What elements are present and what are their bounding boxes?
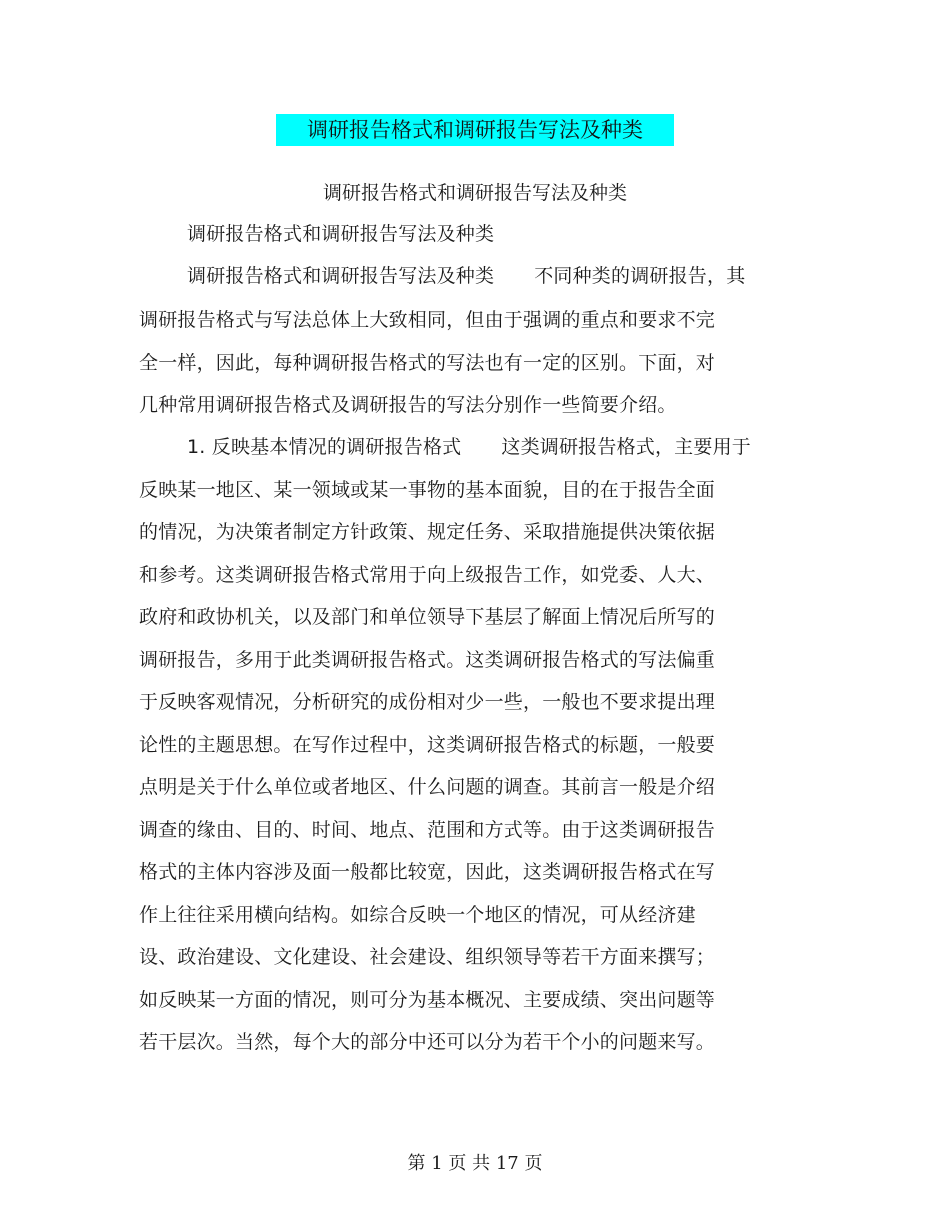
paragraph-line: 的情况，为决策者制定方针政策、规定任务、采取措施提供决策依据	[139, 521, 716, 543]
title-highlight	[276, 114, 674, 146]
paragraph-line: 反映某一地区、某一领域或某一事物的基本面貌，目的在于报告全面	[139, 479, 716, 501]
paragraph-line: 论性的主题思想。在写作过程中，这类调研报告格式的标题，一般要	[139, 734, 716, 756]
paragraph-line: 点明是关于什么单位或者地区、什么问题的调查。其前言一般是介绍	[139, 776, 716, 798]
paragraph-line: 如反映某一方面的情况，则可分为基本概况、主要成绩、突出问题等	[139, 989, 716, 1011]
paragraph-line: 调研报告格式与写法总体上大致相同，但由于强调的重点和要求不完	[139, 309, 716, 331]
paragraph-lead: 调研报告格式和调研报告写法及种类	[187, 265, 495, 287]
paragraph-line: 于反映客观情况，分析研究的成份相对少一些，一般也不要求提出理	[139, 691, 716, 713]
paragraph-text: 不同种类的调研报告，其	[534, 265, 746, 287]
paragraph-line: 和参考。这类调研报告格式常用于向上级报告工作，如党委、人大、	[139, 564, 716, 586]
page-number-footer: 第 1 页 共 17 页	[407, 1153, 543, 1174]
paragraph-line: 全一样，因此，每种调研报告格式的写法也有一定的区别。下面，对	[139, 352, 716, 374]
paragraph-line: 作上往往采用横向结构。如综合反映一个地区的情况，可从经济建	[139, 904, 696, 926]
section-heading: 1. 反映基本情况的调研报告格式	[187, 436, 462, 458]
paragraph-line: 调查的缘由、目的、时间、地点、范围和方式等。由于这类调研报告	[139, 819, 716, 841]
heading-line: 调研报告格式和调研报告写法及种类	[187, 223, 495, 245]
paragraph-line: 调研报告，多用于此类调研报告格式。这类调研报告格式的写法偏重	[139, 649, 716, 671]
document-subtitle: 调研报告格式和调研报告写法及种类	[322, 182, 627, 204]
paragraph-line: 几种常用调研报告格式及调研报告的写法分别作一些简要介绍。	[139, 394, 677, 416]
paragraph-line: 政府和政协机关，以及部门和单位领导下基层了解面上情况后所写的	[139, 606, 716, 628]
paragraph-line: 格式的主体内容涉及面一般都比较宽，因此，这类调研报告格式在写	[139, 861, 716, 883]
paragraph-line	[187, 427, 751, 467]
paragraph-line	[187, 256, 745, 296]
paragraph-line: 设、政治建设、文化建设、社会建设、组织领导等若干方面来撰写；	[139, 946, 716, 968]
page-title: 调研报告格式和调研报告写法及种类	[307, 118, 643, 142]
paragraph-line: 若干层次。当然，每个大的部分中还可以分为若干个小的问题来写。	[139, 1031, 716, 1053]
paragraph-text: 这类调研报告格式，主要用于	[501, 436, 751, 458]
